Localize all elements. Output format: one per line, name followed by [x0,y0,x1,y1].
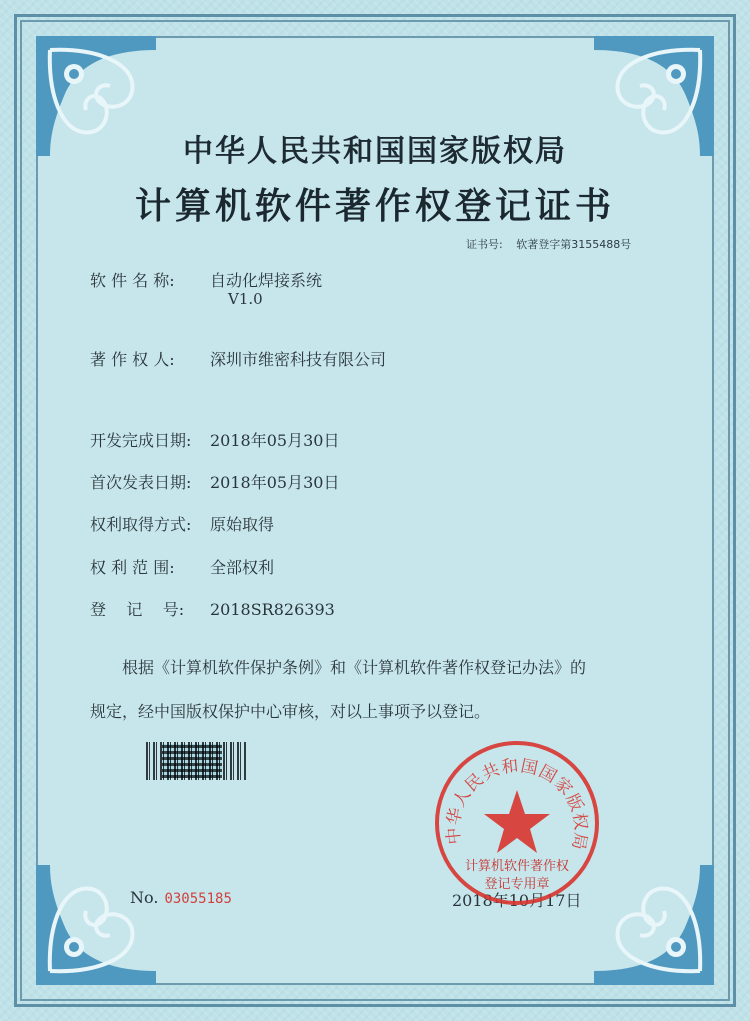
software-name-row [90,268,322,291]
corner-ornament-bottom-left [36,865,159,985]
owner-label: 著 作 权 人: [90,350,175,369]
certificate-number-label: 证书号: [466,238,503,251]
official-seal [432,738,602,908]
seal-outer-text: 中华人民共和国国家版权局 [443,756,591,853]
corner-ornament-bottom-right [594,865,714,985]
scope-row [90,555,274,578]
registration-number-value: 2018SR826393 [210,600,335,619]
seal-star-icon [484,790,550,853]
scope-label: 权 利 范 围: [90,558,175,577]
scope-value: 全部权利 [210,558,275,577]
certificate-number-value: 软著登字第3155488号 [516,238,632,251]
serial-number [130,888,232,907]
software-name-value: 自动化焊接系统 [210,271,323,290]
seal-inner-line-2: 登记专用章 [484,877,550,892]
rights-method-value: 原始取得 [210,515,275,534]
software-name-label: 软 件 名 称: [90,271,175,290]
dev-date-value: 2018年05月30日 [210,431,340,450]
pub-date-label: 首次发表日期: [90,473,192,492]
issuing-authority: 中华人民共和国国家版权局 [183,134,567,169]
software-version: V1.0 [228,290,263,308]
serial-number-value: 03055185 [164,891,232,907]
certificate-number [466,236,631,252]
owner-row [90,347,386,370]
issue-date: 2018年10月17日 [452,891,582,910]
seal-inner-line-1: 计算机软件著作权 [464,859,570,874]
qr-code [162,744,222,778]
pub-date-value: 2018年05月30日 [210,473,340,492]
registration-number-label: 登 记 号: [90,600,185,619]
dev-date-row [90,428,339,451]
owner-value: 深圳市维密科技有限公司 [210,350,387,369]
serial-number-label: No. [130,888,159,907]
body-paragraph-line-1: 根据《计算机软件保护条例》和《计算机软件著作权登记办法》的 [122,658,587,677]
body-paragraph-line-2: 规定，经中国版权保护中心审核，对以上事项予以登记。 [90,702,491,721]
dev-date-label: 开发完成日期: [90,431,192,450]
rights-method-label: 权利取得方式: [90,515,192,534]
rights-method-row [90,512,274,535]
certificate-title: 计算机软件著作权登记证书 [134,186,615,227]
pub-date-row [90,470,339,493]
registration-number-row [90,597,335,620]
